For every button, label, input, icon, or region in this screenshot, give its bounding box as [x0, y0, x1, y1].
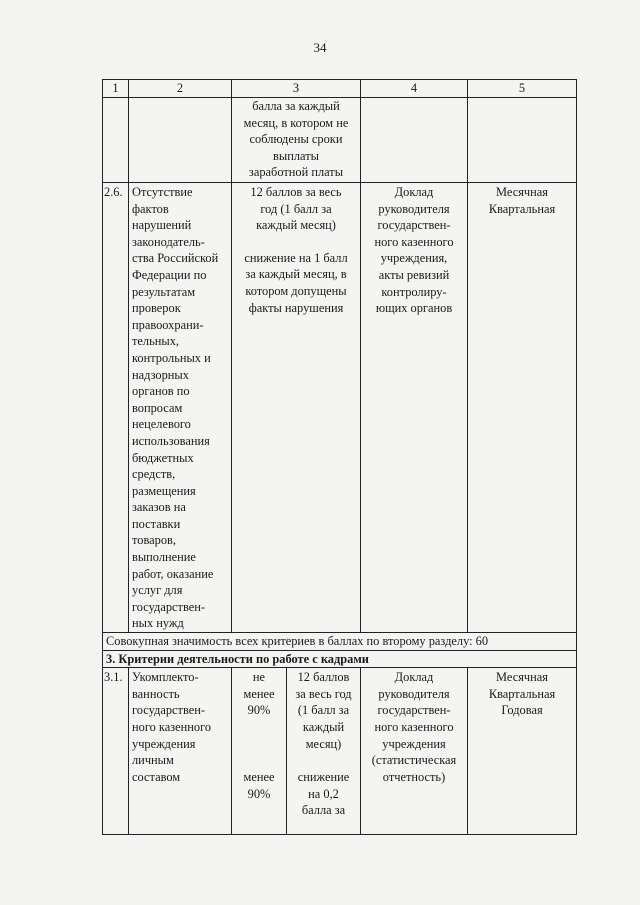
page-number: 34: [313, 40, 327, 55]
header-col-2: 2: [129, 80, 232, 98]
condition-column: не менее 90% менее 90%: [232, 668, 287, 834]
row-number: 2.6.: [103, 183, 129, 633]
source-text: Доклад руководителя государствен- ного казенного учреждения (статистическая отчетность): [361, 668, 468, 835]
continuation-score-text: балла за каждый месяц, в котором не соблюдены сроки выплаты заработной платы: [232, 98, 361, 183]
summary-text: Совокупная значимость всех критериев в баллах по второму разделу: 60: [103, 633, 577, 651]
header-col-3: 3: [232, 80, 361, 98]
source-text: Доклад руководителя государствен- ного казенного учреждения, акты ревизий контролиру- ющих органов: [361, 183, 468, 633]
table-row-continuation: [103, 98, 577, 183]
score-text: 12 баллов за весь год (1 балл за каждый месяц) снижение на 1 балл за каждый месяц, в котором допущены факты нарушения: [232, 183, 361, 633]
header-col-4: 4: [361, 80, 468, 98]
period-text: Месячная Квартальная Годовая: [468, 668, 577, 835]
header-col-1: 1: [103, 80, 129, 98]
score-split-cell: [232, 668, 361, 835]
criterion-text: Отсутствие фактов нарушений законодатель- ства Российской Федерации по результатам проверок правоохрани- тельных, контрольных и надзорных органов по вопросам нецелевого использования бюджетных средств, размещения заказов на поставки товаров, выполнение работ, оказание услуг для государствен- ных нужд: [129, 183, 232, 633]
table-row-2-6: [103, 183, 577, 633]
section-heading: 3. Критерии деятельности по работе с кадрами: [103, 650, 577, 668]
score-column: 12 баллов за весь год (1 балл за каждый месяц) снижение на 0,2 балла за: [295, 670, 352, 818]
row-number: 3.1.: [103, 668, 129, 835]
criteria-table: [102, 79, 577, 835]
period-text: Месячная Квартальная: [468, 183, 577, 633]
summary-row: [103, 633, 577, 651]
section-heading-row: [103, 650, 577, 668]
header-row: [103, 80, 577, 98]
criterion-text: Укомплекто- ванность государствен- ного казенного учреждения личным составом: [129, 668, 232, 835]
table-row-3-1: [103, 668, 577, 835]
header-col-5: 5: [468, 80, 577, 98]
